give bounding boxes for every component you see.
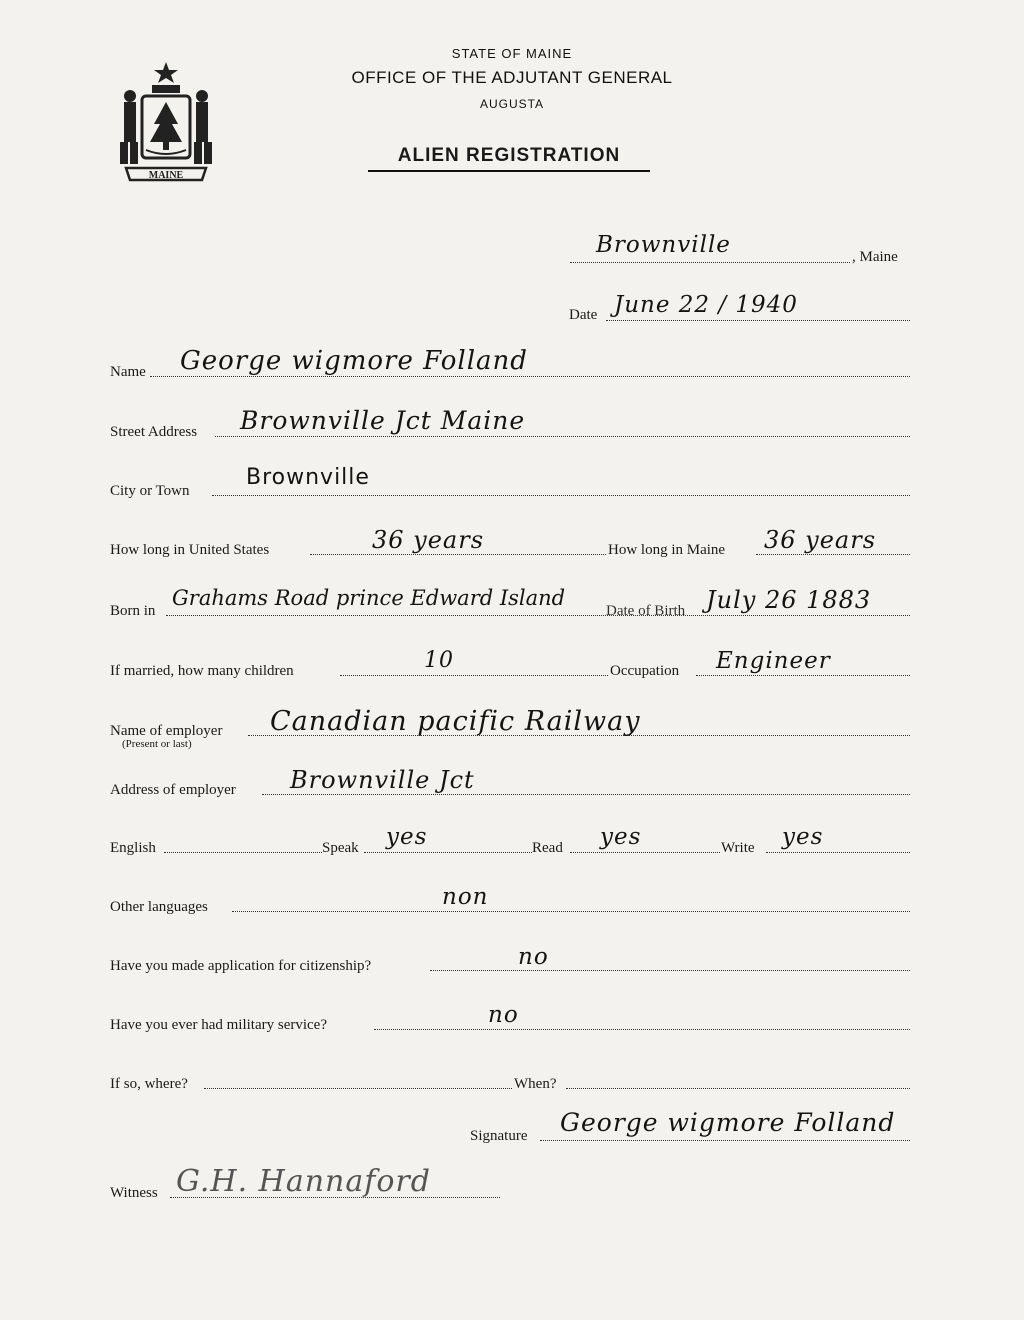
date-label: Date	[569, 307, 598, 323]
employer-addr-line	[262, 794, 910, 795]
when-line	[566, 1088, 910, 1089]
maine-label: How long in Maine	[608, 542, 726, 558]
children-label: If married, how many children	[110, 663, 294, 679]
write-line	[766, 852, 910, 853]
employer-value: Canadian pacific Railway	[270, 706, 641, 737]
dob-value: July 26 1883	[706, 586, 872, 614]
city-value: Brownville	[246, 465, 370, 490]
street-line	[215, 436, 910, 437]
children-line	[340, 675, 608, 676]
name-line	[150, 376, 910, 377]
read-line	[570, 852, 720, 853]
employer-label: Name of employer	[110, 723, 223, 739]
born-label: Born in	[110, 603, 156, 619]
town-value: Brownville	[596, 232, 731, 258]
us-label: How long in United States	[110, 542, 270, 558]
signature-value: George wigmore Folland	[560, 1108, 896, 1137]
where-line	[204, 1088, 512, 1089]
date-value: June 22 / 1940	[614, 292, 798, 318]
city-line	[212, 495, 910, 496]
speak-value: yes	[386, 824, 428, 850]
born-value: Grahams Road prince Edward Island	[172, 586, 566, 610]
when-label: When?	[514, 1076, 557, 1092]
other-lang-label: Other languages	[110, 899, 208, 915]
signature-label: Signature	[470, 1128, 528, 1144]
city-label: City or Town	[110, 483, 190, 499]
read-value: yes	[600, 824, 642, 850]
military-value: no	[488, 1002, 519, 1028]
street-value: Brownville Jct Maine	[240, 406, 526, 435]
write-label: Write	[721, 840, 755, 856]
svg-text:MAINE: MAINE	[148, 170, 184, 181]
occupation-label: Occupation	[610, 663, 680, 679]
write-value: yes	[782, 824, 824, 850]
us-value: 36 years	[372, 526, 485, 554]
english-label: English	[110, 840, 156, 856]
dob-label: Date of Birth	[606, 603, 686, 619]
witness-label: Witness	[110, 1185, 158, 1201]
employer-addr-label: Address of employer	[110, 782, 236, 798]
maine-state-seal-icon	[110, 58, 222, 186]
other-lang-value: non	[442, 884, 489, 910]
signature-line	[540, 1140, 910, 1141]
name-label: Name	[110, 364, 146, 380]
witness-value: G.H. Hannaford	[176, 1164, 431, 1199]
header-office: OFFICE OF THE ADJUTANT GENERAL	[351, 68, 673, 87]
citizenship-line	[430, 970, 910, 971]
other-lang-line	[232, 911, 910, 912]
town-line	[570, 262, 850, 263]
children-value: 10	[424, 648, 454, 673]
form-title: ALIEN REGISTRATION	[397, 145, 621, 166]
employer-addr-value: Brownville Jct	[290, 766, 475, 794]
born-line	[166, 615, 910, 616]
us-line	[310, 554, 606, 555]
name-value: George wigmore Folland	[180, 346, 528, 376]
header-city: AUGUSTA	[479, 97, 545, 111]
date-line	[606, 320, 910, 321]
header-state: STATE OF MAINE	[451, 46, 573, 61]
maine-line	[756, 554, 910, 555]
occupation-value: Engineer	[716, 648, 831, 674]
street-label: Street Address	[110, 424, 198, 440]
where-label: If so, where?	[110, 1076, 188, 1092]
employer-sublabel: (Present or last)	[122, 738, 192, 750]
speak-label: Speak	[322, 840, 359, 856]
town-suffix: , Maine	[852, 249, 898, 265]
title-underline	[368, 170, 650, 172]
read-label: Read	[532, 840, 563, 856]
speak-line	[364, 852, 532, 853]
citizenship-label: Have you made application for citizenship?	[110, 958, 372, 974]
occupation-line	[696, 675, 910, 676]
military-line	[374, 1029, 910, 1030]
military-label: Have you ever had military service?	[110, 1017, 327, 1033]
english-line	[164, 852, 322, 853]
maine-value: 36 years	[764, 526, 877, 554]
citizenship-value: no	[518, 944, 549, 970]
